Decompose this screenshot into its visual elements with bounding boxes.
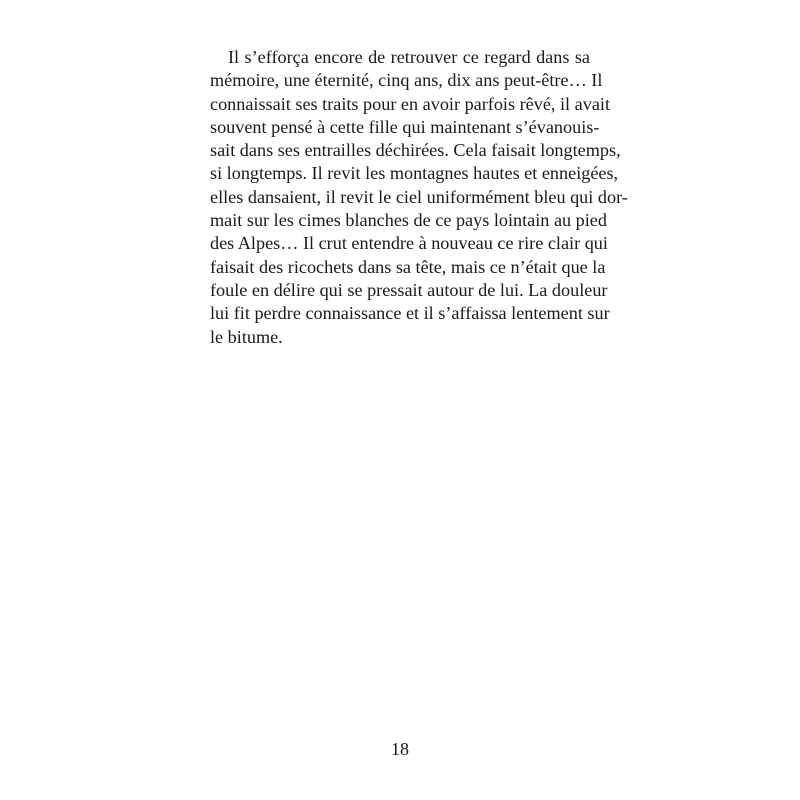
- text-line: mait sur les cimes blanches de ce pays lointain au pied: [210, 210, 607, 231]
- text-line: mémoire, une éternité, cinq ans, dix ans peut-être… Il: [210, 70, 603, 91]
- page-number: 18: [391, 739, 409, 759]
- text-line: foule en délire qui se pressait autour de lui. La douleur: [210, 279, 608, 300]
- text-line: faisait des ricochets dans sa tête, mais ce n’était que la: [210, 256, 606, 277]
- body-paragraph: [210, 46, 628, 349]
- text-line: sait dans ses entrailles déchirées. Cela faisait longtemps,: [210, 140, 621, 161]
- text-line: Il s’efforça encore de retrouver ce regard dans sa: [228, 47, 590, 67]
- text-line: le bitume.: [210, 326, 283, 347]
- text-line: des Alpes… Il crut entendre à nouveau ce rire clair qui: [210, 233, 608, 254]
- text-line: connaissait ses traits pour en avoir parfois rêvé, il avait: [210, 93, 611, 114]
- text-line: souvent pensé à cette fille qui maintenant s’évanouis-: [210, 116, 600, 137]
- text-line: si longtemps. Il revit les montagnes hautes et enneigées,: [210, 163, 619, 184]
- text-line: lui fit perdre connaissance et il s’affaissa lentement sur: [210, 303, 610, 324]
- text-line: elles dansaient, il revit le ciel uniformément bleu qui dor-: [210, 186, 628, 207]
